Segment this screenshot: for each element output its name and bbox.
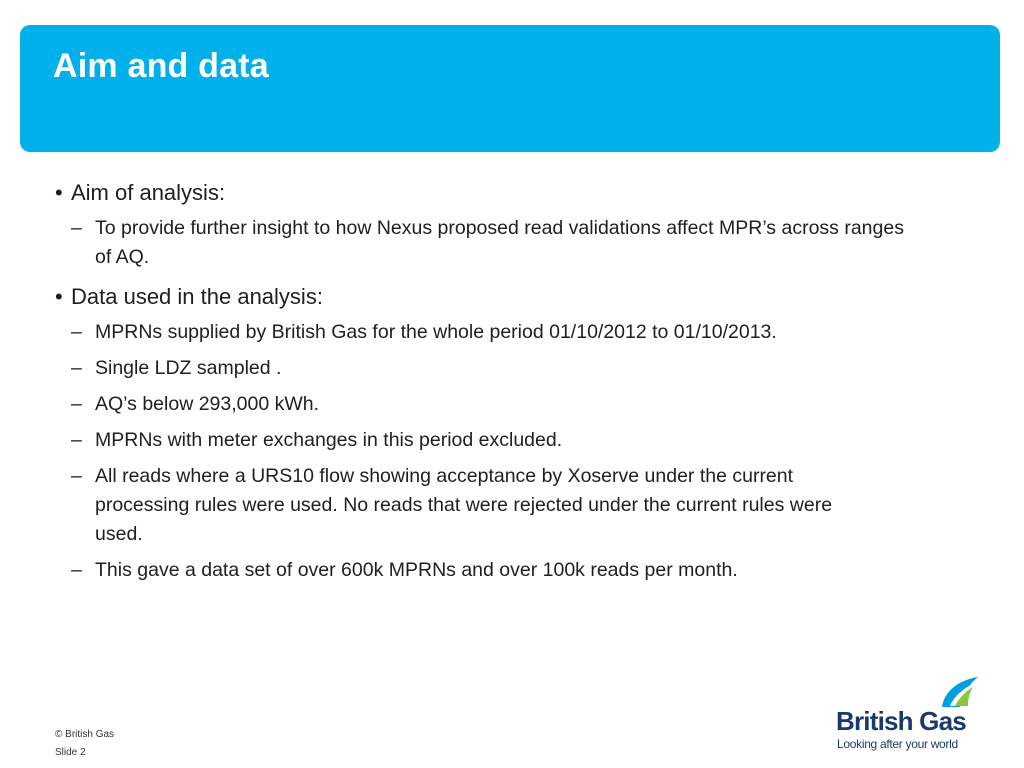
sub-item-text: This gave a data set of over 600k MPRNs and over 100k reads per month.	[95, 559, 738, 581]
title-banner	[20, 25, 1000, 152]
sub-item	[71, 426, 935, 455]
bullet-data	[55, 282, 935, 312]
slide-number: Slide 2	[55, 747, 86, 758]
dash-marker: –	[71, 559, 82, 581]
sub-item-text: AQ’s below 293,000 kWh.	[95, 393, 320, 415]
logo-name: British Gas	[836, 706, 966, 736]
sub-item-text: MPRNs with meter exchanges in this period excluded.	[95, 429, 563, 451]
sub-item	[71, 214, 935, 272]
sub-item	[71, 462, 935, 549]
sub-item	[71, 556, 935, 585]
dash-marker: –	[71, 393, 82, 415]
dash-marker: –	[71, 429, 82, 451]
bullet-marker: •	[55, 180, 63, 205]
bullet-text: Aim of analysis:	[71, 180, 226, 205]
slide-body	[55, 178, 935, 592]
sub-item-text: Single LDZ sampled .	[95, 357, 282, 379]
dash-marker: –	[71, 465, 82, 487]
sub-item	[71, 390, 935, 419]
copyright-text: © British Gas	[55, 729, 115, 740]
sub-item	[71, 318, 935, 347]
logo-tagline: Looking after your world	[837, 737, 958, 751]
bullet-text: Data used in the analysis:	[71, 284, 323, 309]
bullet-aim	[55, 178, 935, 208]
sub-item-text: To provide further insight to how Nexus proposed read validations affect MPR’s across ranges of AQ.	[95, 217, 904, 268]
british-gas-logo	[836, 676, 986, 756]
british-gas-flame-icon	[938, 676, 980, 710]
sub-item-text: All reads where a URS10 flow showing acceptance by Xoserve under the current processing rules were used. No reads that were rejected under the current rules were used.	[95, 465, 833, 545]
dash-marker: –	[71, 217, 82, 239]
dash-marker: –	[71, 321, 82, 343]
slide-title: Aim and data	[53, 47, 269, 85]
dash-marker: –	[71, 357, 82, 379]
slide-footer	[55, 726, 114, 762]
sub-item-text: MPRNs supplied by British Gas for the whole period 01/10/2012 to 01/10/2013.	[95, 321, 777, 343]
sub-item	[71, 354, 935, 383]
bullet-marker: •	[55, 284, 63, 309]
